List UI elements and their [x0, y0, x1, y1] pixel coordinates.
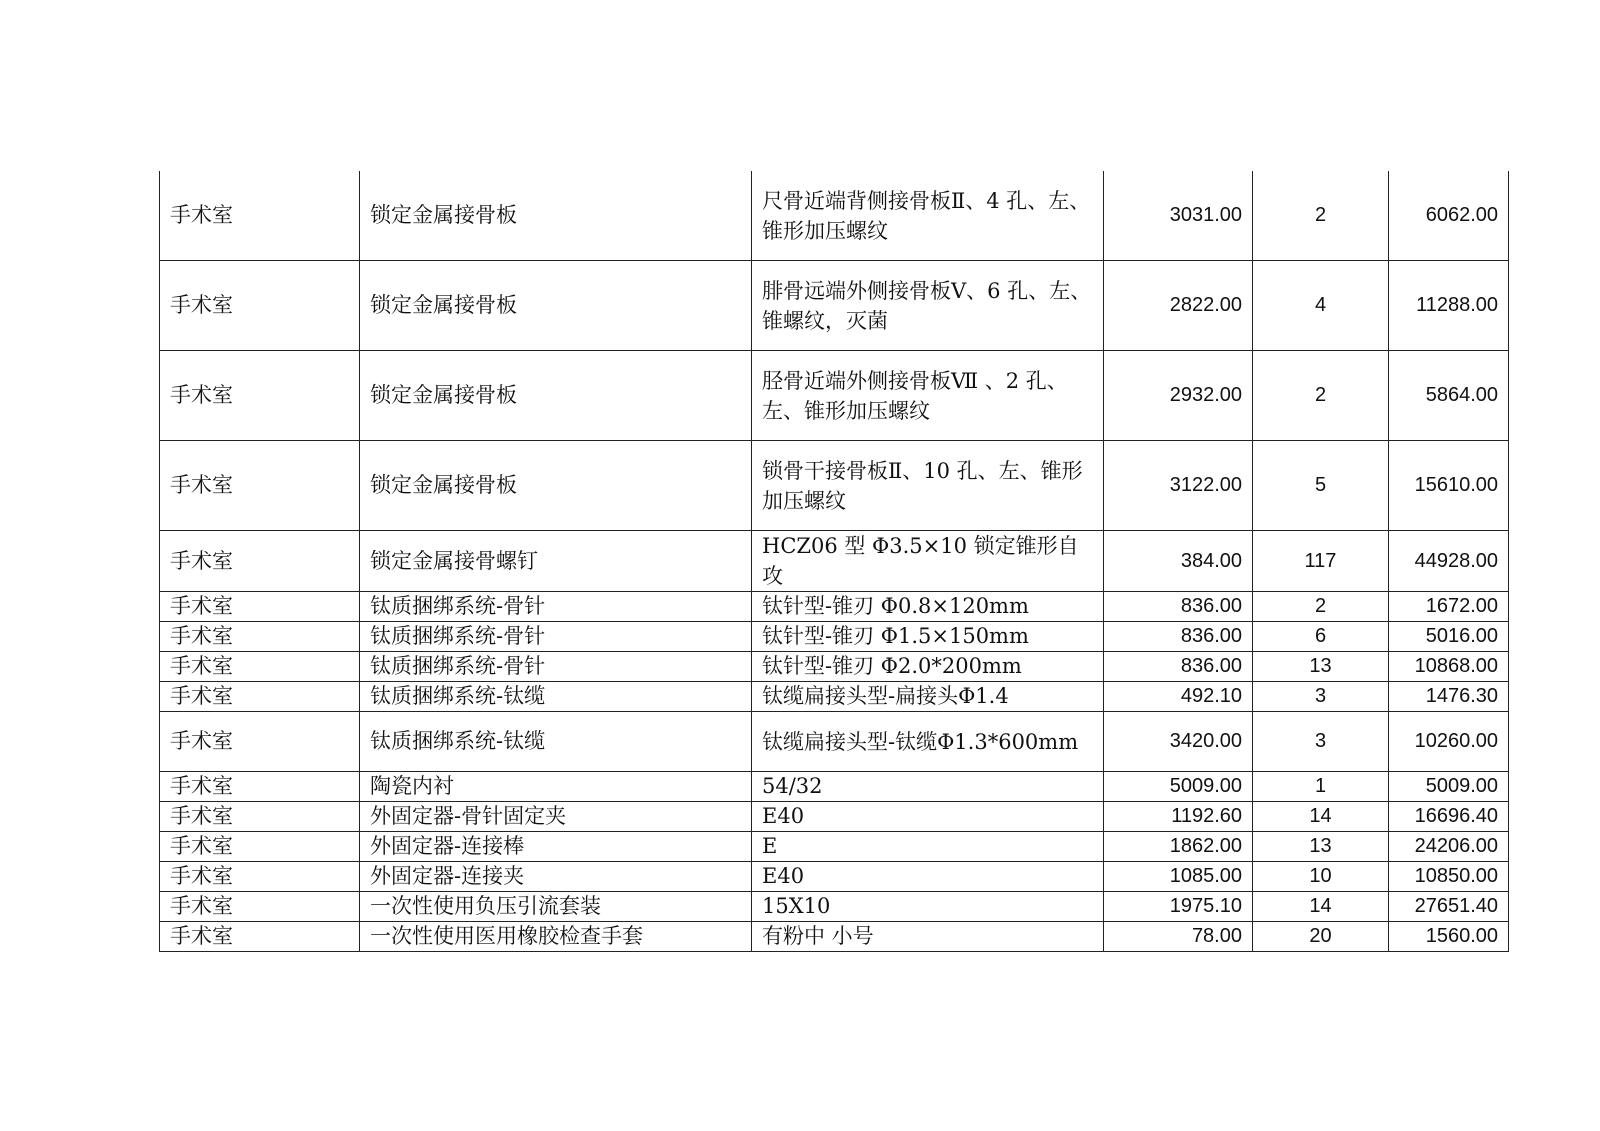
department-cell: 手术室: [160, 531, 360, 592]
amount-cell: 11288.00: [1389, 261, 1509, 351]
table-row: [160, 652, 1509, 682]
amount-cell: 10260.00: [1389, 712, 1509, 772]
specification-cell: 15X10: [752, 892, 1104, 922]
item-name-cell: 外固定器-骨针固定夹: [360, 802, 752, 832]
item-name-cell: 外固定器-连接棒: [360, 832, 752, 862]
table-row: [160, 682, 1509, 712]
quantity-cell: 117: [1253, 531, 1389, 592]
specification-cell: HCZ06 型 Φ3.5×10 锁定锥形自攻: [752, 531, 1104, 592]
item-name-cell: 一次性使用医用橡胶检查手套: [360, 922, 752, 952]
item-name-cell: 钛质捆绑系统-骨针: [360, 622, 752, 652]
unit-price-cell: 384.00: [1104, 531, 1253, 592]
department-cell: 手术室: [160, 682, 360, 712]
table-row: [160, 892, 1509, 922]
amount-cell: 16696.40: [1389, 802, 1509, 832]
unit-price-cell: 3031.00: [1104, 171, 1253, 261]
specification-cell: 尺骨近端背侧接骨板Ⅱ、4 孔、左、锥形加压螺纹: [752, 171, 1104, 261]
amount-cell: 1560.00: [1389, 922, 1509, 952]
amount-cell: 6062.00: [1389, 171, 1509, 261]
unit-price-cell: 3420.00: [1104, 712, 1253, 772]
item-name-cell: 一次性使用负压引流套装: [360, 892, 752, 922]
unit-price-cell: 1192.60: [1104, 802, 1253, 832]
item-name-cell: 外固定器-连接夹: [360, 862, 752, 892]
amount-cell: 10850.00: [1389, 862, 1509, 892]
unit-price-cell: 1862.00: [1104, 832, 1253, 862]
amount-cell: 5016.00: [1389, 622, 1509, 652]
quantity-cell: 6: [1253, 622, 1389, 652]
department-cell: 手术室: [160, 171, 360, 261]
unit-price-cell: 5009.00: [1104, 772, 1253, 802]
table-row: [160, 802, 1509, 832]
amount-cell: 27651.40: [1389, 892, 1509, 922]
item-name-cell: 锁定金属接骨板: [360, 351, 752, 441]
specification-cell: 腓骨远端外侧接骨板Ⅴ、6 孔、左、锥螺纹，灭菌: [752, 261, 1104, 351]
table-row: [160, 441, 1509, 531]
specification-cell: 胫骨近端外侧接骨板Ⅶ 、2 孔、左、锥形加压螺纹: [752, 351, 1104, 441]
quantity-cell: 2: [1253, 592, 1389, 622]
unit-price-cell: 836.00: [1104, 622, 1253, 652]
table-row: [160, 922, 1509, 952]
quantity-cell: 1: [1253, 772, 1389, 802]
quantity-cell: 3: [1253, 712, 1389, 772]
table-row: [160, 531, 1509, 592]
department-cell: 手术室: [160, 832, 360, 862]
table-row: [160, 772, 1509, 802]
department-cell: 手术室: [160, 892, 360, 922]
quantity-cell: 3: [1253, 682, 1389, 712]
unit-price-cell: 836.00: [1104, 652, 1253, 682]
quantity-cell: 2: [1253, 171, 1389, 261]
quantity-cell: 2: [1253, 351, 1389, 441]
specification-cell: 钛针型-锥刃 Φ0.8×120mm: [752, 592, 1104, 622]
amount-cell: 44928.00: [1389, 531, 1509, 592]
quantity-cell: 4: [1253, 261, 1389, 351]
amount-cell: 5009.00: [1389, 772, 1509, 802]
item-name-cell: 钛质捆绑系统-骨针: [360, 652, 752, 682]
department-cell: 手术室: [160, 712, 360, 772]
unit-price-cell: 1975.10: [1104, 892, 1253, 922]
specification-cell: 钛缆扁接头型-钛缆Φ1.3*600mm: [752, 712, 1104, 772]
department-cell: 手术室: [160, 802, 360, 832]
item-name-cell: 钛质捆绑系统-钛缆: [360, 682, 752, 712]
item-name-cell: 锁定金属接骨板: [360, 171, 752, 261]
specification-cell: 钛针型-锥刃 Φ2.0*200mm: [752, 652, 1104, 682]
department-cell: 手术室: [160, 441, 360, 531]
amount-cell: 15610.00: [1389, 441, 1509, 531]
item-name-cell: 钛质捆绑系统-钛缆: [360, 712, 752, 772]
department-cell: 手术室: [160, 351, 360, 441]
department-cell: 手术室: [160, 862, 360, 892]
table-row: [160, 351, 1509, 441]
unit-price-cell: 492.10: [1104, 682, 1253, 712]
table-row: [160, 622, 1509, 652]
quantity-cell: 5: [1253, 441, 1389, 531]
unit-price-cell: 78.00: [1104, 922, 1253, 952]
table-row: [160, 171, 1509, 261]
item-name-cell: 陶瓷内衬: [360, 772, 752, 802]
department-cell: 手术室: [160, 652, 360, 682]
unit-price-cell: 2932.00: [1104, 351, 1253, 441]
table-row: [160, 261, 1509, 351]
department-cell: 手术室: [160, 772, 360, 802]
table-row: [160, 832, 1509, 862]
unit-price-cell: 1085.00: [1104, 862, 1253, 892]
specification-cell: 钛针型-锥刃 Φ1.5×150mm: [752, 622, 1104, 652]
item-name-cell: 钛质捆绑系统-骨针: [360, 592, 752, 622]
unit-price-cell: 836.00: [1104, 592, 1253, 622]
quantity-cell: 13: [1253, 652, 1389, 682]
specification-cell: E: [752, 832, 1104, 862]
department-cell: 手术室: [160, 592, 360, 622]
specification-cell: E40: [752, 862, 1104, 892]
item-name-cell: 锁定金属接骨板: [360, 441, 752, 531]
amount-cell: 1476.30: [1389, 682, 1509, 712]
item-name-cell: 锁定金属接骨螺钉: [360, 531, 752, 592]
quantity-cell: 14: [1253, 802, 1389, 832]
quantity-cell: 14: [1253, 892, 1389, 922]
quantity-cell: 10: [1253, 862, 1389, 892]
specification-cell: 锁骨干接骨板Ⅱ、10 孔、左、锥形加压螺纹: [752, 441, 1104, 531]
quantity-cell: 20: [1253, 922, 1389, 952]
quantity-cell: 13: [1253, 832, 1389, 862]
amount-cell: 5864.00: [1389, 351, 1509, 441]
unit-price-cell: 2822.00: [1104, 261, 1253, 351]
specification-cell: 有粉中 小号: [752, 922, 1104, 952]
department-cell: 手术室: [160, 922, 360, 952]
department-cell: 手术室: [160, 261, 360, 351]
specification-cell: 54/32: [752, 772, 1104, 802]
table-row: [160, 712, 1509, 772]
specification-cell: E40: [752, 802, 1104, 832]
amount-cell: 1672.00: [1389, 592, 1509, 622]
table-row: [160, 862, 1509, 892]
table-row: [160, 592, 1509, 622]
table-body: [160, 171, 1509, 952]
amount-cell: 24206.00: [1389, 832, 1509, 862]
item-name-cell: 锁定金属接骨板: [360, 261, 752, 351]
unit-price-cell: 3122.00: [1104, 441, 1253, 531]
specification-cell: 钛缆扁接头型-扁接头Φ1.4: [752, 682, 1104, 712]
materials-table: [159, 171, 1509, 952]
amount-cell: 10868.00: [1389, 652, 1509, 682]
department-cell: 手术室: [160, 622, 360, 652]
